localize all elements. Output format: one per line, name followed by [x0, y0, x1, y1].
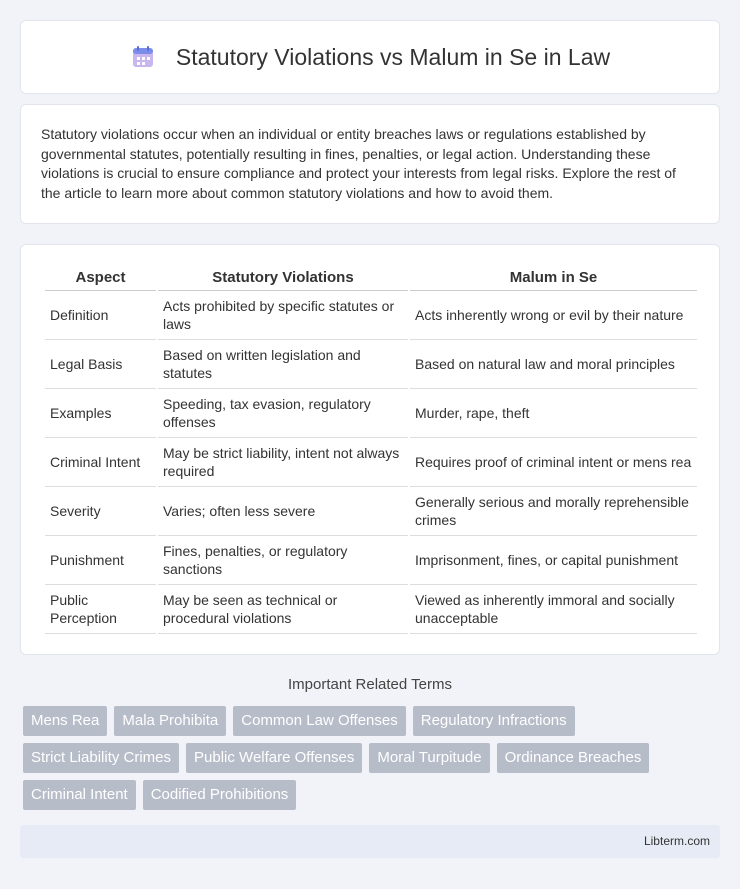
table-row [45, 487, 697, 536]
header-malum: Malum in Se [410, 265, 697, 291]
cell-aspect: Legal Basis [45, 340, 156, 389]
cell-malum: Murder, rape, theft [410, 389, 697, 438]
tag-codified-prohibitions[interactable]: Codified Prohibitions [143, 780, 297, 810]
cell-malum: Imprisonment, fines, or capital punishment [410, 536, 697, 585]
cell-malum: Based on natural law and moral principles [410, 340, 697, 389]
cell-statutory: Varies; often less severe [158, 487, 408, 536]
cell-aspect: Punishment [45, 536, 156, 585]
table-row [45, 389, 697, 438]
tag-mens-rea[interactable]: Mens Rea [23, 706, 107, 736]
cell-statutory: Fines, penalties, or regulatory sanctions [158, 536, 408, 585]
cell-aspect: Severity [45, 487, 156, 536]
cell-aspect: Examples [45, 389, 156, 438]
calendar-icon [130, 44, 156, 70]
table-row [45, 291, 697, 340]
related-terms-title: Important Related Terms [288, 676, 452, 693]
table-header-row [45, 265, 697, 291]
cell-statutory: Acts prohibited by specific statutes or laws [158, 291, 408, 340]
comparison-table [43, 265, 699, 634]
cell-statutory: May be strict liability, intent not always required [158, 438, 408, 487]
table-row [45, 536, 697, 585]
intro-text: Statutory violations occur when an individual or entity breaches laws or regulations established by governmental statutes, potentially resulting in fines, penalties, or legal action. Understanding these violations is crucial to ensure compliance and protect your interests from legal risks. Explore the rest of the article to learn more about common statutory violations and how to avoid them. [41, 126, 676, 201]
tag-ordinance-breaches[interactable]: Ordinance Breaches [497, 743, 650, 773]
related-terms-list [23, 706, 723, 817]
cell-malum: Acts inherently wrong or evil by their nature [410, 291, 697, 340]
cell-malum: Generally serious and morally reprehensible crimes [410, 487, 697, 536]
footer [20, 825, 720, 858]
comparison-card [20, 244, 720, 655]
header-aspect: Aspect [45, 265, 156, 291]
tag-public-welfare-offenses[interactable]: Public Welfare Offenses [186, 743, 362, 773]
cell-malum: Viewed as inherently immoral and socially unacceptable [410, 585, 697, 634]
cell-statutory: Speeding, tax evasion, regulatory offenses [158, 389, 408, 438]
intro-card [20, 104, 720, 224]
table-row [45, 340, 697, 389]
table-row [45, 585, 697, 634]
table-row [45, 438, 697, 487]
cell-statutory: Based on written legislation and statutes [158, 340, 408, 389]
cell-aspect: Public Perception [45, 585, 156, 634]
tag-regulatory-infractions[interactable]: Regulatory Infractions [413, 706, 575, 736]
page-title: Statutory Violations vs Malum in Se in Law [175, 43, 611, 70]
footer-site-link[interactable]: Libterm.com [643, 834, 710, 848]
tag-criminal-intent[interactable]: Criminal Intent [23, 780, 136, 810]
cell-aspect: Criminal Intent [45, 438, 156, 487]
tag-mala-prohibita[interactable]: Mala Prohibita [114, 706, 226, 736]
cell-malum: Requires proof of criminal intent or mens rea [410, 438, 697, 487]
cell-statutory: May be seen as technical or procedural violations [158, 585, 408, 634]
tag-strict-liability-crimes[interactable]: Strict Liability Crimes [23, 743, 179, 773]
cell-aspect: Definition [45, 291, 156, 340]
header-statutory: Statutory Violations [158, 265, 408, 291]
tag-common-law-offenses[interactable]: Common Law Offenses [233, 706, 405, 736]
tag-moral-turpitude[interactable]: Moral Turpitude [369, 743, 489, 773]
header-card [20, 20, 720, 94]
